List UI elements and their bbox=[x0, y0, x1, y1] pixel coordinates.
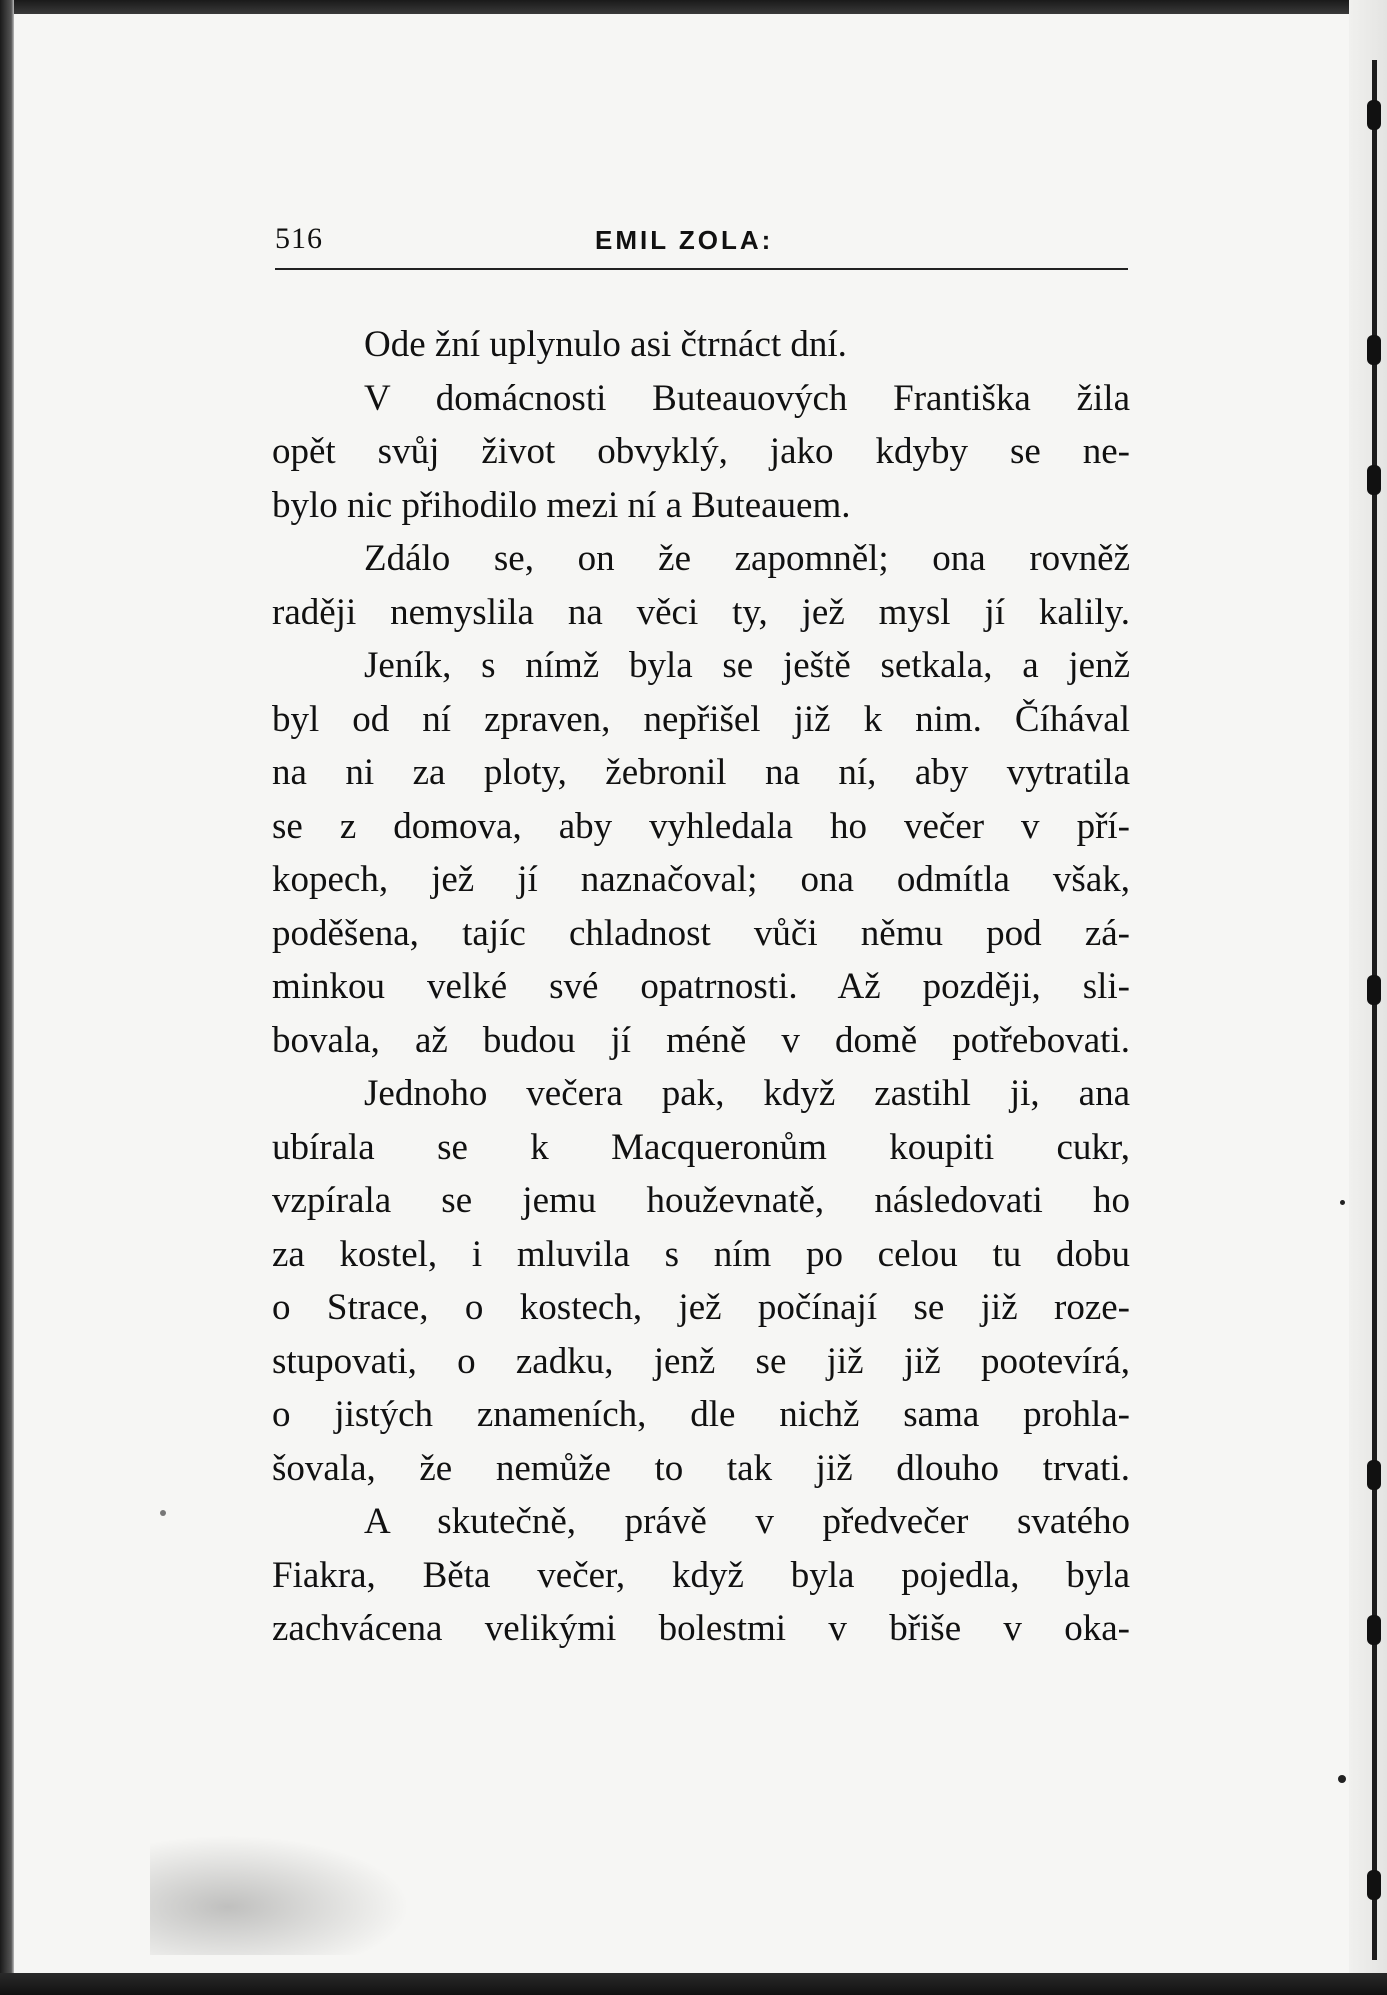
text-line: stupovati, o zadku, jenž se již již pootevírá, bbox=[272, 1340, 1130, 1382]
text-line: A skutečně, právě v předvečer svatého bbox=[364, 1501, 1130, 1542]
text-line: Zdálo se, on že zapomněl; ona rovněž bbox=[364, 538, 1130, 579]
binding-mark bbox=[1367, 335, 1381, 365]
text-line: opět svůj život obvyklý, jako kdyby se ne- bbox=[272, 431, 1130, 472]
header-rule bbox=[275, 268, 1128, 270]
scan-border-bottom bbox=[0, 1973, 1387, 1995]
running-title: EMIL ZOLA: bbox=[595, 225, 774, 255]
binding-mark bbox=[1367, 465, 1381, 495]
text-line: šovala, že nemůže to tak již dlouho trvati. bbox=[272, 1447, 1130, 1489]
text-line: se z domova, aby vyhledala ho večer v pří- bbox=[272, 805, 1130, 847]
text-line: na ni za ploty, žebronil na ní, aby vytratila bbox=[272, 752, 1130, 793]
page-number: 516 bbox=[275, 222, 323, 255]
scan-speck bbox=[1340, 1200, 1345, 1205]
text-line: minkou velké své opatrnosti. Až později, sli- bbox=[272, 966, 1130, 1007]
text-line: Fiakra, Běta večer, když byla pojedla, byla bbox=[272, 1554, 1130, 1596]
text-line: V domácnosti Buteauových Františka žila bbox=[364, 377, 1130, 419]
binding-mark bbox=[1367, 100, 1381, 130]
scan-speck bbox=[160, 1510, 166, 1516]
text-line: Jeník, s nímž byla se ještě setkala, a jenž bbox=[364, 645, 1130, 686]
text-line: za kostel, i mluvila s ním po celou tu dobu bbox=[272, 1233, 1130, 1275]
text-line: poděšena, tajíc chladnost vůči němu pod zá- bbox=[272, 912, 1130, 954]
binding-mark bbox=[1367, 1615, 1381, 1645]
binding-mark bbox=[1367, 1870, 1381, 1900]
binding-mark bbox=[1367, 1460, 1381, 1490]
scan-speck bbox=[1338, 1775, 1346, 1783]
text-line: o Strace, o kostech, jež počínají se již roze- bbox=[272, 1287, 1130, 1328]
scan-border-left bbox=[0, 0, 14, 1995]
text-line: bylo nic přihodilo mezi ní a Buteauem. bbox=[272, 484, 851, 526]
text-line: bovala, až budou jí méně v domě potřebovati. bbox=[272, 1019, 1130, 1061]
scan-border-top bbox=[0, 0, 1387, 14]
text-line: Jednoho večera pak, když zastihl ji, ana bbox=[364, 1073, 1130, 1114]
text-line: o jistých znameních, dle nichž sama prohla- bbox=[272, 1394, 1130, 1435]
binding-mark bbox=[1367, 975, 1381, 1005]
text-line: kopech, jež jí naznačoval; ona odmítla však, bbox=[272, 859, 1130, 900]
text-line: ubírala se k Macqueronům koupiti cukr, bbox=[272, 1126, 1130, 1168]
scan-smudge bbox=[150, 1835, 410, 1955]
text-line: vzpírala se jemu houževnatě, následovati ho bbox=[272, 1180, 1130, 1221]
text-line: byl od ní zpraven, nepřišel již k nim. Číhával bbox=[272, 698, 1130, 740]
body-text bbox=[272, 318, 1130, 1656]
text-line: Ode žní uplynulo asi čtrnáct dní. bbox=[364, 324, 847, 365]
running-head bbox=[275, 222, 1128, 266]
text-line: raději nemyslila na věci ty, jež mysl jí kalily. bbox=[272, 591, 1130, 633]
text-line: zachvácena velikými bolestmi v břiše v oka- bbox=[272, 1608, 1130, 1649]
